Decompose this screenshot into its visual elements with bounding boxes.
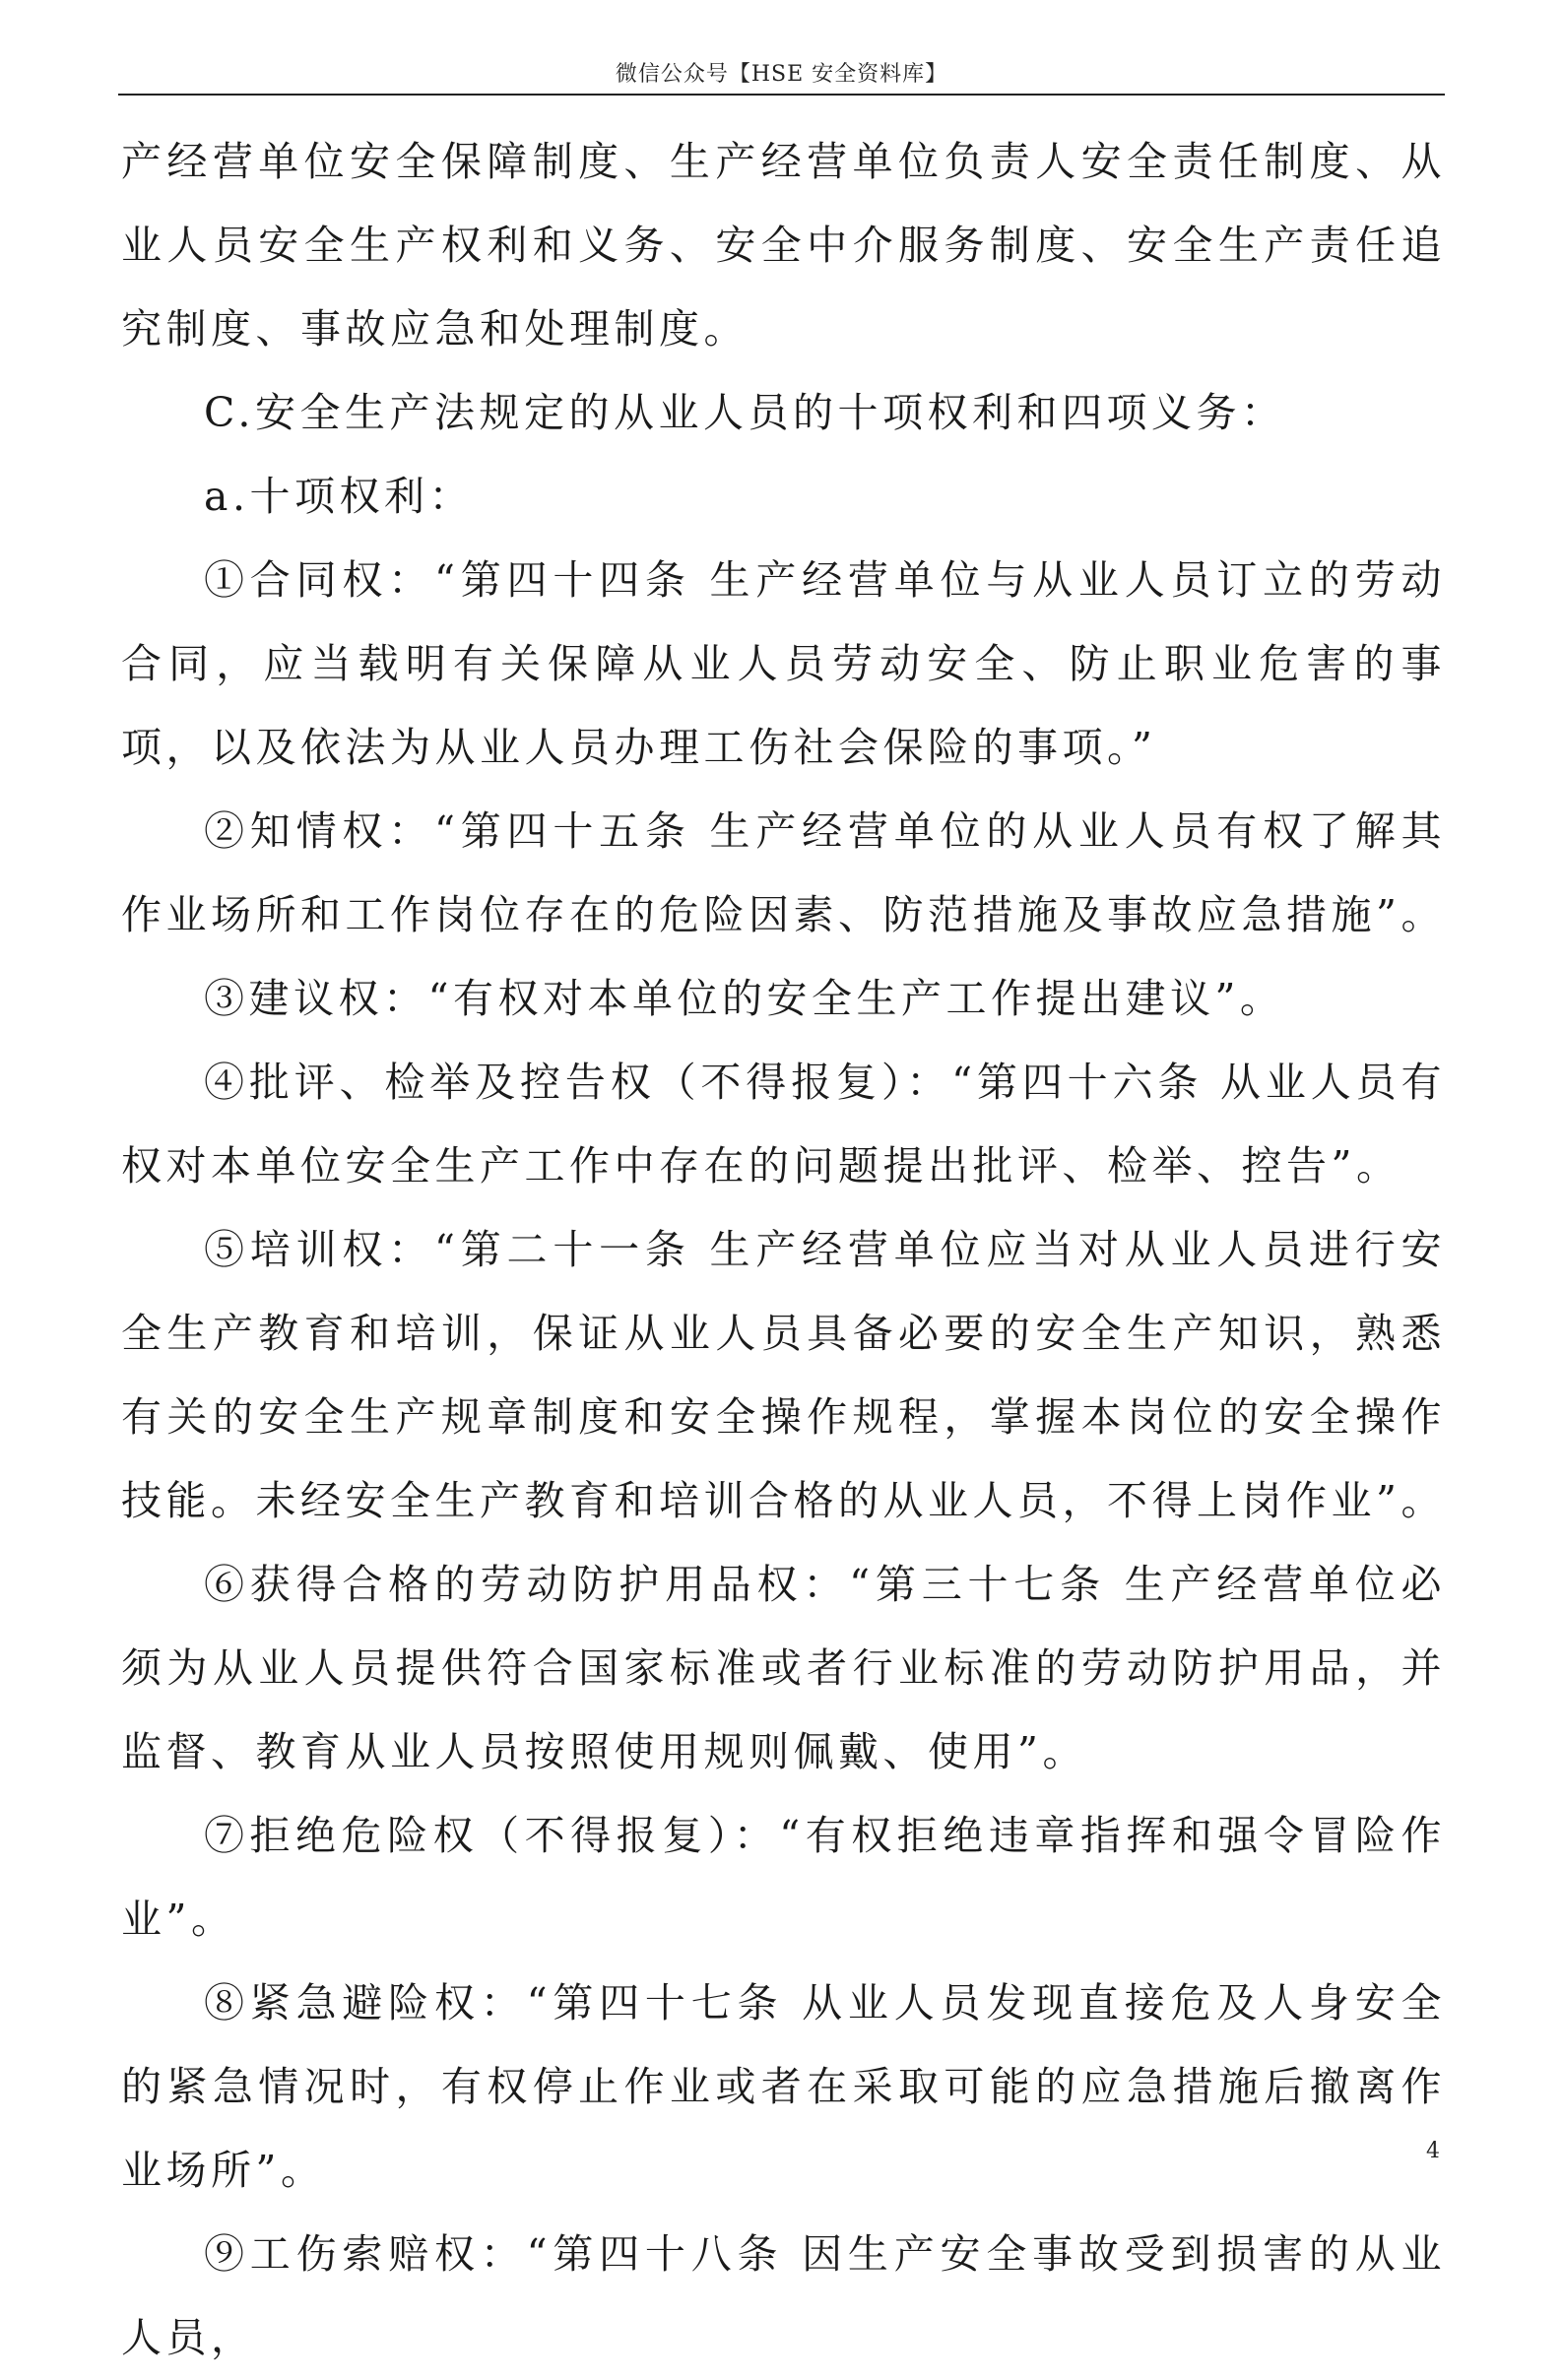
document-body bbox=[121, 120, 1446, 2380]
header-divider bbox=[118, 94, 1445, 96]
page-number: 4 bbox=[1426, 2139, 1440, 2163]
page-header: 微信公众号【HSE 安全资料库】 bbox=[615, 62, 948, 87]
paragraph-right-7-refuse-danger: ⑦拒绝危险权（不得报复）：“有权拒绝违章指挥和强令冒险作业”。 bbox=[121, 1812, 1446, 1943]
paragraph-ten-rights-heading: a.十项权利： bbox=[204, 473, 474, 520]
paragraph-continuation: 产经营单位安全保障制度、生产经营单位负责人安全责任制度、从业人员安全生产权利和义务、安全中介服务制度、安全生产责任追究制度、事故应急和处理制度。 bbox=[121, 138, 1446, 353]
paragraph-right-5-training: ⑤培训权：“第二十一条 生产经营单位应当对从业人员进行安全生产教育和培训，保证从业人员具备必要的安全生产知识，熟悉有关的安全生产规章制度和安全操作规程，掌握本岗位的安全操作技能。未经安全生产教育和培训合格的从业人员，不得上岗作业”。 bbox=[121, 1226, 1446, 1524]
paragraph-right-4-criticism: ④批评、检举及控告权（不得报复）：“第四十六条 从业人员有权对本单位安全生产工作中存在的问题提出批评、检举、控告”。 bbox=[121, 1059, 1446, 1190]
paragraph-right-1-contract: ①合同权：“第四十四条 生产经营单位与从业人员订立的劳动合同，应当载明有关保障从业人员劳动安全、防止职业危害的事项，以及依法为从业人员办理工伤社会保险的事项。” bbox=[121, 556, 1446, 771]
paragraph-right-8-emergency-evacuation: ⑧紧急避险权：“第四十七条 从业人员发现直接危及人身安全的紧急情况时，有权停止作业或者在采取可能的应急措施后撤离作业场所”。 bbox=[121, 1979, 1446, 2194]
paragraph-section-c-heading: C.安全生产法规定的从业人员的十项权利和四项义务： bbox=[204, 389, 1286, 436]
paragraph-right-3-suggestion: ③建议权：“有权对本单位的安全生产工作提出建议”。 bbox=[204, 975, 1285, 1022]
paragraph-right-2-information: ②知情权：“第四十五条 生产经营单位的从业人员有权了解其作业场所和工作岗位存在的危险因素、防范措施及事故应急措施”。 bbox=[121, 807, 1446, 938]
paragraph-right-6-protective-equipment: ⑥获得合格的劳动防护用品权：“第三十七条 生产经营单位必须为从业人员提供符合国家标准或者行业标准的劳动防护用品，并监督、教育从业人员按照使用规则佩戴、使用”。 bbox=[121, 1561, 1446, 1775]
paragraph-right-9-injury-compensation: ⑨工伤索赔权：“第四十八条 因生产安全事故受到损害的从业人员， bbox=[121, 2230, 1446, 2361]
